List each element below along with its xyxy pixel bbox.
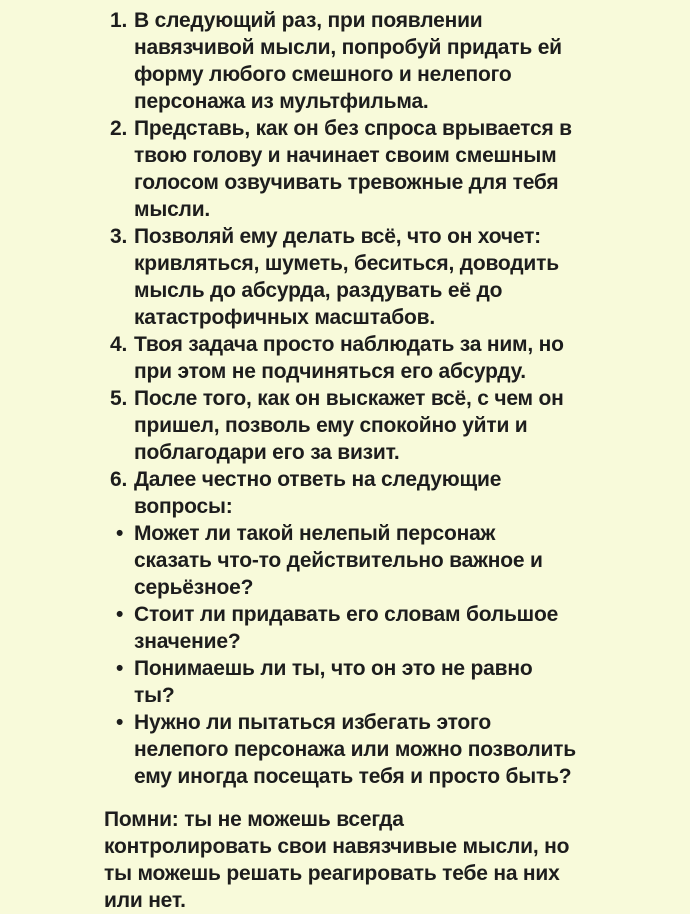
bullet-icon: • xyxy=(116,711,124,734)
bullet-item-text: Может ли такой нелепый персонаж сказать что-то действительно важное и серьёзное? xyxy=(134,522,543,599)
bullet-item-text: Нужно ли пытаться избегать этого нелепого персонажа или можно позволить ему иногда посещать тебя и просто быть? xyxy=(134,711,576,788)
list-item-text: Представь, как он без спроса врывается в твою голову и начинает своим смешным голосом озвучивать тревожные для тебя мысли. xyxy=(134,117,572,221)
bullet-item xyxy=(110,520,690,601)
list-item-number: 4. xyxy=(110,333,128,356)
list-item-number: 3. xyxy=(110,225,128,248)
footer-paragraph: Помни: ты не можешь всегда контролировать свои навязчивые мысли, но ты можешь решать реагировать тебе на них или нет. xyxy=(104,808,570,912)
list-item-number: 1. xyxy=(110,9,128,32)
list-item-number: 2. xyxy=(110,117,128,140)
list-item-text: После того, как он выскажет всё, с чем он пришел, позволь ему спокойно уйти и поблагодари его за визит. xyxy=(134,387,564,464)
list-item-text: В следующий раз, при появлении навязчивой мысли, попробуй придать ей форму любого смешного и нелепого персонажа из мультфильма. xyxy=(134,9,562,113)
list-item xyxy=(110,466,690,520)
list-item xyxy=(110,7,690,115)
list-item-text: Твоя задача просто наблюдать за ним, но при этом не подчиняться его абсурду. xyxy=(134,333,564,383)
list-item-text: Далее честно ответь на следующие вопросы: xyxy=(134,468,502,518)
bullet-item xyxy=(110,655,690,709)
list-item-number: 5. xyxy=(110,387,128,410)
list-item xyxy=(110,115,690,223)
list-item-text: Позволяй ему делать всё, что он хочет: кривляться, шуметь, беситься, доводить мысль до абсурда, раздувать её до катастрофичных масштабов. xyxy=(134,225,559,329)
list-item xyxy=(110,385,690,466)
bullet-icon: • xyxy=(116,522,124,545)
list-item xyxy=(110,331,690,385)
list-item-number: 6. xyxy=(110,468,128,491)
bullet-icon: • xyxy=(116,603,124,626)
list-item xyxy=(110,223,690,331)
bullet-item-text: Стоит ли придавать его словам большое значение? xyxy=(134,603,559,653)
bullet-item xyxy=(110,709,690,790)
bullet-item xyxy=(110,601,690,655)
bullet-icon: • xyxy=(116,657,124,680)
bullet-item-text: Понимаешь ли ты, что он это не равно ты? xyxy=(134,657,533,707)
